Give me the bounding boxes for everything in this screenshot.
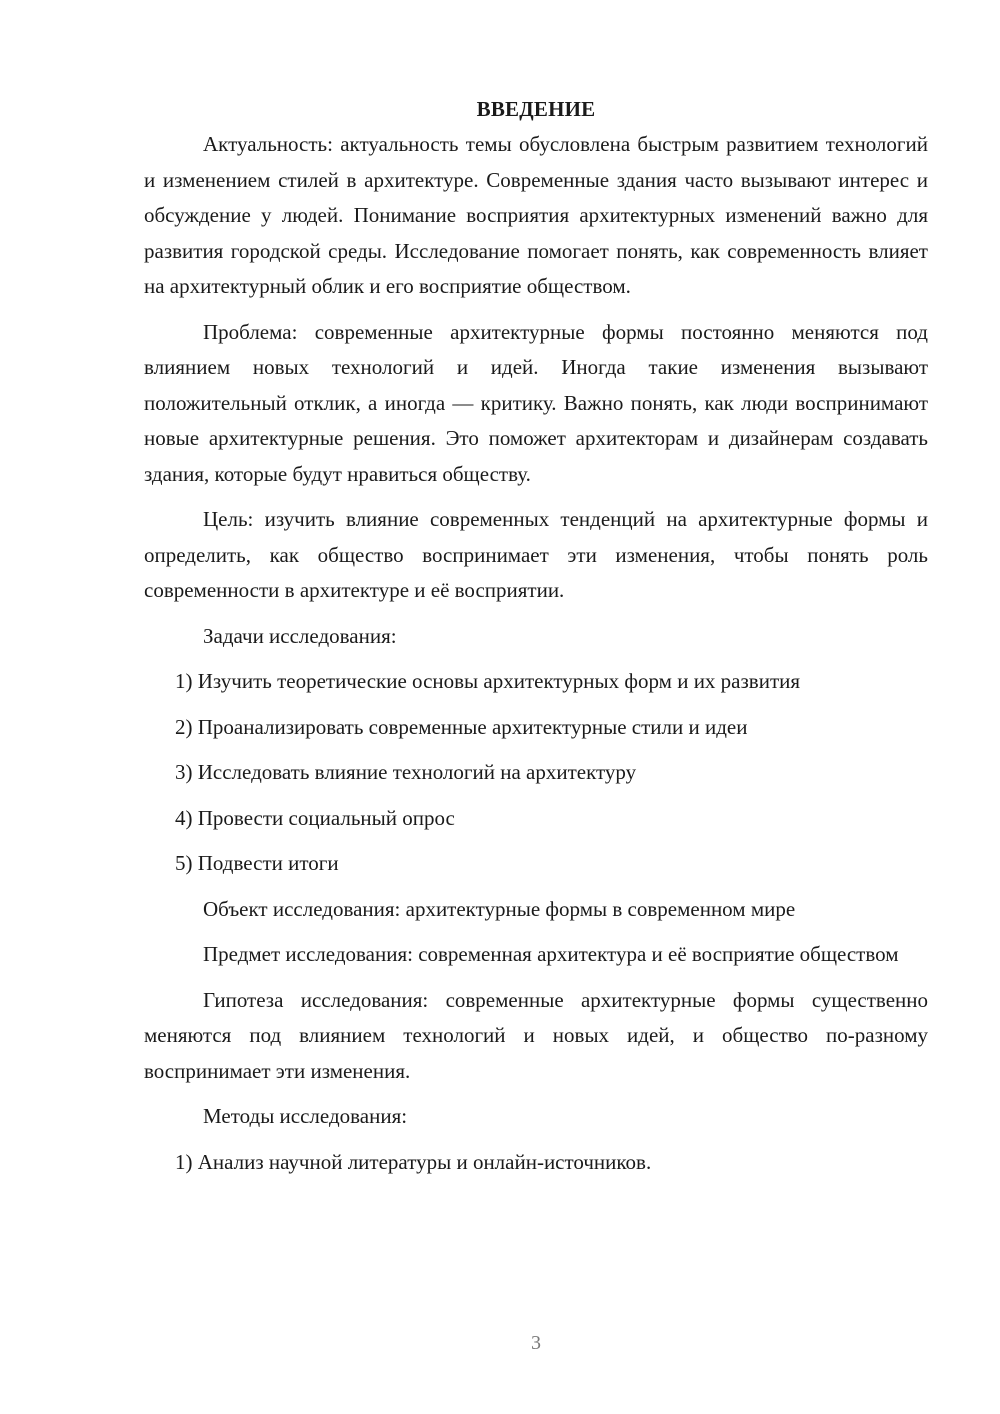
page-title: ВВЕДЕНИЕ — [476, 97, 596, 121]
list-item: 2) Проанализировать современные архитектурные стили и идеи — [175, 714, 748, 739]
document-page — [144, 92, 928, 1190]
problem-paragraph: Проблема: современные архитектурные формы постоянно меняются под влиянием новых технологий и идей. Иногда такие изменения вызывают положительный отклик, а иногда — критику. Важно понять, как люди воспринимают новые архитектурные решения. Это поможет архитекторам и дизайнерам создавать здания, которые будут нравиться обществу. — [144, 319, 928, 486]
list-item: 4) Провести социальный опрос — [175, 805, 455, 830]
tasks-heading: Задачи исследования: — [203, 623, 397, 648]
object-paragraph: Объект исследования: архитектурные формы в современном мире — [203, 896, 796, 921]
relevance-paragraph: Актуальность: актуальность темы обусловлена быстрым развитием технологий и изменением стилей в архитектуре. Современные здания часто вызывают интерес и обсуждение у людей. Понимание восприятия архитектурных изменений важно для развития городской среды. Исследование помогает понять, как современность влияет на архитектурный облик и его восприятие обществом. — [144, 132, 928, 298]
methods-heading: Методы исследования: — [203, 1104, 408, 1128]
list-item: 1) Изучить теоретические основы архитектурных форм и их развития — [175, 669, 801, 693]
tasks-list — [144, 664, 928, 882]
list-item: 5) Подвести итоги — [175, 851, 339, 875]
page-number: 3 — [531, 1332, 541, 1354]
hypothesis-paragraph: Гипотеза исследования: современные архитектурные формы существенно меняются под влиянием технологий и новых идей, и общество по-разному воспринимает эти изменения. — [144, 987, 928, 1083]
subject-paragraph: Предмет исследования: современная архитектура и её восприятие обществом — [203, 942, 899, 966]
goal-paragraph: Цель: изучить влияние современных тенденций на архитектурные формы и определить, как общество воспринимает эти изменения, чтобы понять роль современности в архитектуре и её восприятии. — [144, 507, 928, 602]
list-item: 1) Анализ научной литературы и онлайн-источников. — [175, 1149, 652, 1174]
list-item: 3) Исследовать влияние технологий на архитектуру — [175, 760, 637, 784]
methods-list — [144, 1145, 928, 1181]
